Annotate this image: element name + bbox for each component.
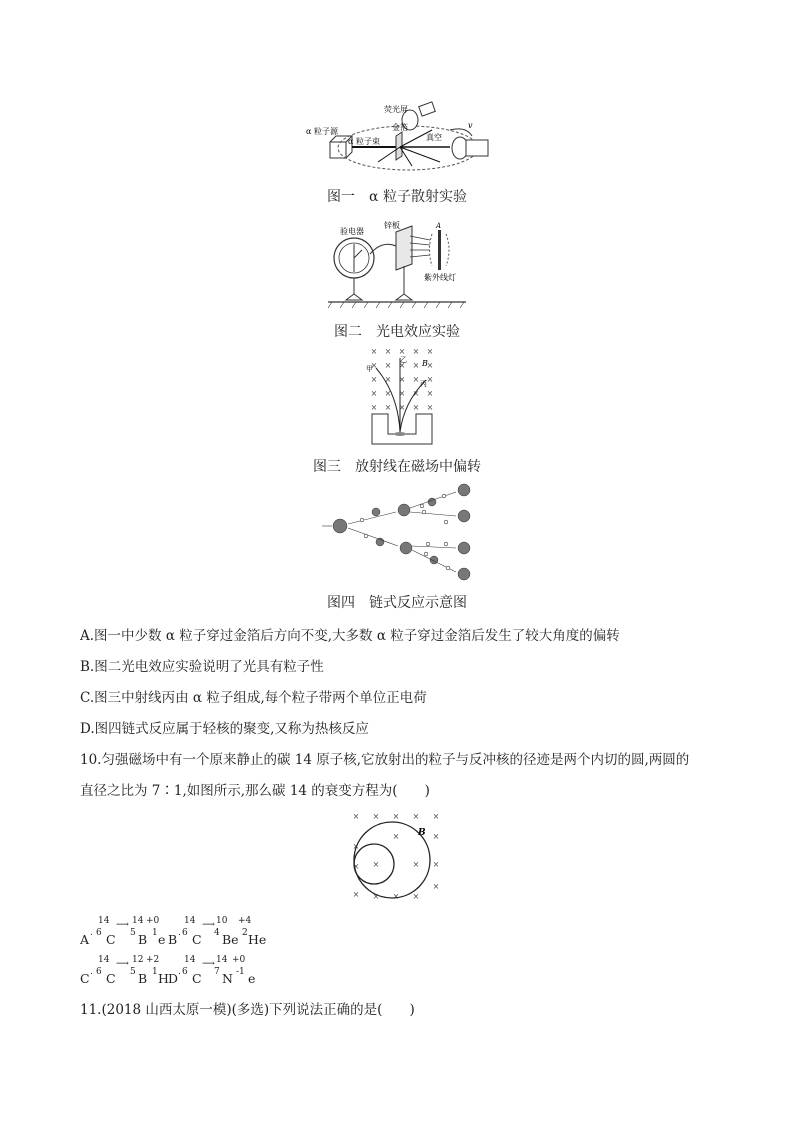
svg-text:×: × — [412, 892, 420, 901]
label-b-field-q10: B — [418, 828, 426, 838]
label-jia: 甲 — [366, 365, 373, 373]
svg-text:×: × — [398, 389, 406, 398]
label-screen: 荧光屏 — [384, 105, 408, 114]
svg-text:×: × — [384, 347, 392, 356]
c-b-charge: 5 — [130, 967, 136, 977]
svg-text:×: × — [426, 389, 434, 398]
svg-text:×: × — [370, 403, 378, 412]
b-be-symbol: Be — [222, 932, 239, 947]
b-he-charge: 2 — [242, 928, 248, 938]
a-b-symbol: B — [138, 932, 148, 947]
d-c-symbol: C — [192, 971, 202, 986]
d-e-symbol: e — [248, 971, 256, 986]
a-b-charge: 5 — [130, 928, 136, 938]
figure-3-radiation-field — [362, 344, 442, 448]
label-zinc-plate: 锌板 — [384, 221, 400, 230]
c-b-symbol: B — [138, 971, 148, 986]
d-n-mass: 14 — [216, 955, 228, 965]
label-alpha-beam: α 粒子束 — [348, 137, 380, 146]
svg-text:×: × — [426, 347, 434, 356]
option-a-q9: A.图一中少数 α 粒子穿过金箔后方向不变,大多数 α 粒子穿过金箔后发生了较大角度的偏转 — [80, 628, 620, 644]
b-c-mass: 14 — [184, 916, 196, 926]
d-e-mass: +0 — [232, 955, 246, 965]
a-e-symbol: e — [158, 932, 166, 947]
figure-2-photoelectric — [326, 218, 476, 310]
svg-text:×: × — [398, 403, 406, 412]
svg-text:×: × — [392, 832, 400, 841]
c-c-charge: 6 — [96, 967, 102, 977]
svg-text:×: × — [370, 375, 378, 384]
svg-text:×: × — [352, 812, 360, 821]
d-n-charge: 7 — [214, 967, 220, 977]
figure-1-caption: 图一 α 粒子散射实验 — [327, 189, 467, 205]
figure-3-caption: 图三 放射线在磁场中偏转 — [313, 459, 481, 475]
c-h-symbol: H — [158, 971, 169, 986]
label-a: A — [436, 222, 442, 230]
figure-2-caption: 图二 光电效应实验 — [334, 324, 460, 340]
label-b-field: B — [422, 359, 428, 368]
question-10-line-2: 直径之比为 7∶1,如图所示,那么碳 14 的衰变方程为( ) — [80, 783, 430, 799]
svg-text:×: × — [352, 842, 360, 851]
svg-text:×: × — [370, 361, 378, 370]
option-b-letter: B — [168, 932, 178, 947]
label-v: v — [468, 121, 473, 130]
b-be-charge: 4 — [214, 928, 220, 938]
svg-text:×: × — [412, 347, 420, 356]
a-c-mass: 14 — [98, 916, 110, 926]
svg-text:×: × — [352, 862, 360, 871]
label-uv-lamp: 紫外线灯 — [424, 273, 456, 282]
svg-text:×: × — [370, 347, 378, 356]
svg-text:×: × — [412, 403, 420, 412]
svg-text:×: × — [412, 375, 420, 384]
svg-text:×: × — [412, 389, 420, 398]
option-c-q9: C.图三中射线丙由 α 粒子组成,每个粒子带两个单位正电荷 — [80, 690, 427, 706]
svg-text:×: × — [352, 890, 360, 899]
svg-text:×: × — [372, 812, 380, 821]
svg-text:×: × — [398, 375, 406, 384]
svg-text:×: × — [432, 860, 440, 869]
d-c-mass: 14 — [184, 955, 196, 965]
figure-4-caption: 图四 链式反应示意图 — [327, 595, 467, 611]
svg-text:×: × — [384, 361, 392, 370]
option-b-q9: B.图二光电效应实验说明了光具有粒子性 — [80, 659, 324, 675]
label-vacuum: 真空 — [426, 133, 442, 142]
svg-text:×: × — [372, 860, 380, 869]
option-c-letter: C — [80, 971, 90, 986]
svg-text:×: × — [398, 347, 406, 356]
svg-text:×: × — [412, 361, 420, 370]
svg-text:×: × — [398, 361, 406, 370]
svg-text:×: × — [412, 812, 420, 821]
a-c-symbol: C — [106, 932, 116, 947]
option-d-letter: D — [168, 971, 179, 986]
b-c-charge: 6 — [182, 928, 188, 938]
svg-text:×: × — [426, 403, 434, 412]
a-c-charge: 6 — [96, 928, 102, 938]
svg-text:×: × — [432, 882, 440, 891]
svg-text:×: × — [384, 375, 392, 384]
svg-text:×: × — [384, 389, 392, 398]
figure-1-alpha-scattering — [300, 100, 500, 180]
b-be-mass: 10 — [216, 916, 228, 926]
svg-text:×: × — [432, 832, 440, 841]
svg-text:×: × — [370, 389, 378, 398]
a-e-mass: +0 — [146, 916, 160, 926]
svg-text:×: × — [372, 892, 380, 901]
d-c-charge: 6 — [182, 967, 188, 977]
question-10-line-1: 10.匀强磁场中有一个原来静止的碳 14 原子核,它放射出的粒子与反冲核的径迹是两个内切的圆,两圆的 — [80, 752, 690, 768]
b-c-symbol: C — [192, 932, 202, 947]
svg-text:×: × — [392, 812, 400, 821]
a-e-charge: 1 — [152, 928, 158, 938]
figure-q10-tracks — [346, 808, 446, 904]
option-d-q9: D.图四链式反应属于轻核的聚变,又称为热核反应 — [80, 721, 369, 737]
svg-text:×: × — [384, 403, 392, 412]
label-alpha-source: α 粒子源 — [306, 127, 338, 136]
svg-text:×: × — [392, 892, 400, 901]
svg-text:×: × — [426, 375, 434, 384]
c-h-charge: 1 — [152, 967, 158, 977]
label-bing: 丙 — [420, 380, 427, 388]
option-a-letter: A — [80, 932, 90, 947]
label-yi: 乙 — [400, 356, 407, 364]
a-b-mass: 14 — [132, 916, 144, 926]
figure-4-chain-reaction — [318, 482, 478, 582]
c-h-mass: +2 — [146, 955, 160, 965]
svg-text:×: × — [412, 860, 420, 869]
c-c-symbol: C — [106, 971, 116, 986]
c-c-mass: 14 — [98, 955, 110, 965]
question-11: 11.(2018 山西太原一模)(多选)下列说法正确的是( ) — [80, 1002, 415, 1018]
d-e-charge: -1 — [236, 967, 245, 977]
label-gold-foil: 金箔 — [392, 123, 408, 132]
label-electroscope: 验电器 — [340, 227, 364, 236]
b-he-symbol: He — [248, 932, 267, 947]
svg-text:×: × — [426, 361, 434, 370]
svg-text:×: × — [432, 812, 440, 821]
d-n-symbol: N — [222, 971, 233, 986]
b-he-mass: +4 — [238, 916, 252, 926]
c-b-mass: 12 — [132, 955, 144, 965]
